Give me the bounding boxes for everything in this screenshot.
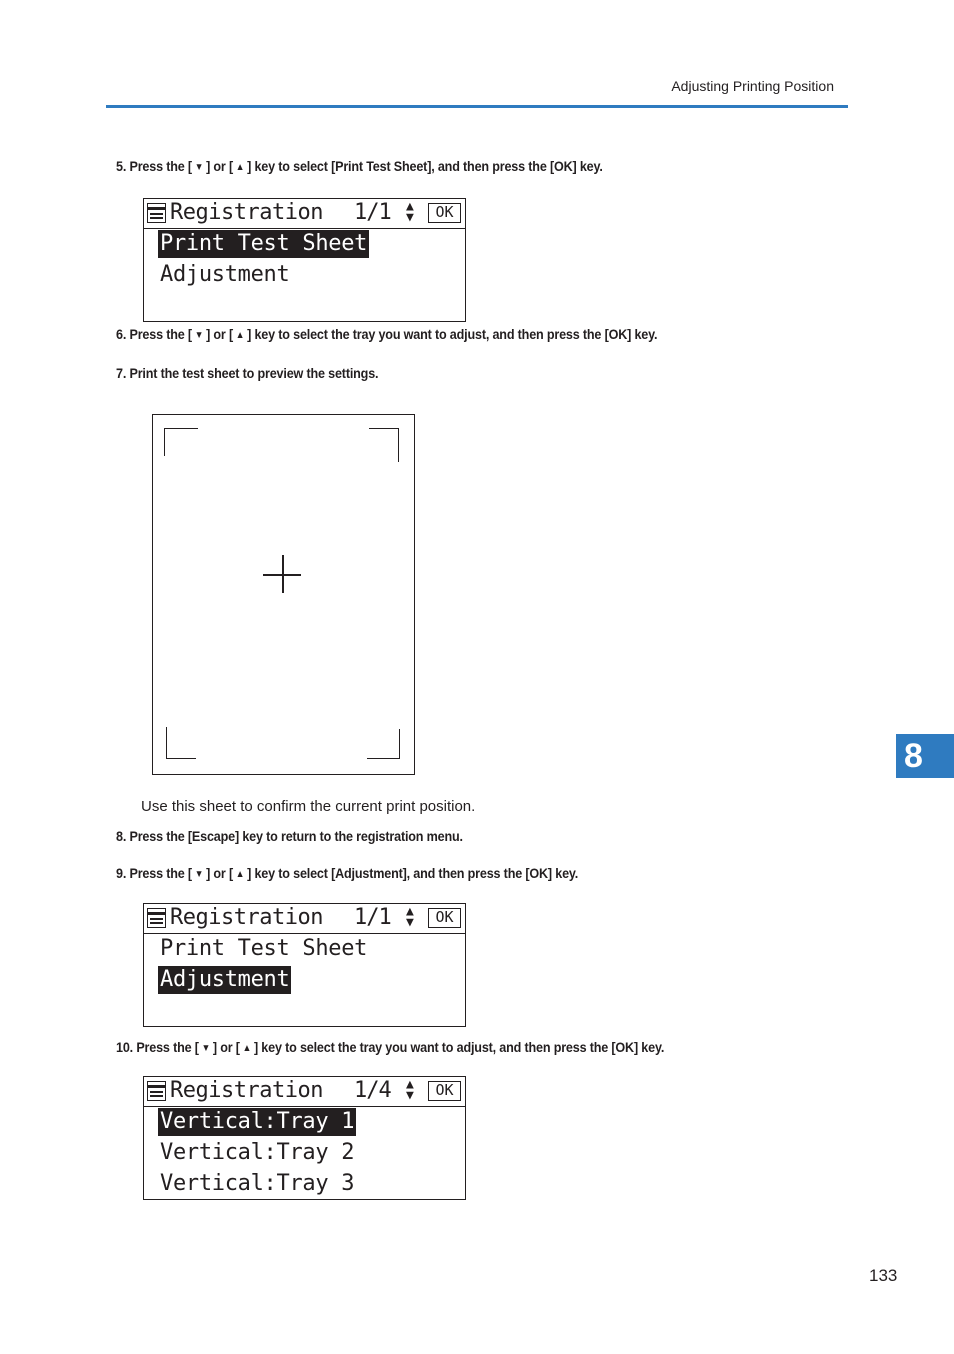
center-crosshair <box>282 555 284 593</box>
step-5 <box>116 158 603 174</box>
step-text: Press the [ <box>136 1039 199 1055</box>
lcd-menu-item-tray-2: Vertical:Tray 2 <box>160 1140 355 1165</box>
lcd-menu-item-print-test-sheet: Print Test Sheet <box>160 936 368 961</box>
down-arrow-icon: ▼ <box>194 330 204 341</box>
lcd-screen-print-test-sheet <box>143 198 466 322</box>
sheet-caption: Use this sheet to confirm the current print position. <box>141 798 476 815</box>
lcd-page-indicator: 1/4 <box>354 1078 391 1103</box>
lcd-menu-item-adjustment: Adjustment <box>160 967 290 992</box>
corner-mark-bottom-right <box>367 729 400 759</box>
step-text: ] or [ <box>206 326 233 342</box>
running-header: Adjusting Printing Position <box>671 78 834 94</box>
step-7 <box>116 365 378 381</box>
step-text: Press the [ <box>129 158 192 174</box>
step-text: Press the [ <box>129 865 192 881</box>
down-arrow-icon: ▼ <box>194 162 204 173</box>
up-down-arrow-icon: ▲ ▼ <box>406 1077 414 1103</box>
step-6 <box>116 326 657 342</box>
step-text: Press the [Escape] key to return to the registration menu. <box>129 828 463 844</box>
up-arrow-icon: ▲ <box>235 330 245 341</box>
lcd-title: Registration <box>170 200 323 225</box>
step-number: 7. <box>116 365 127 381</box>
lcd-title-bar <box>144 1077 465 1107</box>
up-arrow-icon: ▲ <box>242 1043 252 1054</box>
step-text: Print the test sheet to preview the settings. <box>129 365 379 381</box>
lcd-screen-adjustment <box>143 903 466 1027</box>
lcd-title: Registration <box>170 905 323 930</box>
page-number: 133 <box>869 1266 898 1285</box>
step-text: ] key to select [Print Test Sheet], and then press the [OK] key. <box>247 158 603 174</box>
ok-key-icon: OK <box>428 203 461 223</box>
chapter-tab: 8 <box>896 734 954 778</box>
ok-key-icon: OK <box>428 1081 461 1101</box>
step-number: 9. <box>116 865 127 881</box>
lcd-page-indicator: 1/1 <box>354 200 391 225</box>
step-8 <box>116 828 463 844</box>
step-number: 5. <box>116 158 127 174</box>
header-rule <box>106 105 848 108</box>
lcd-menu-item-adjustment: Adjustment <box>160 262 290 287</box>
lcd-page-indicator: 1/1 <box>354 905 391 930</box>
test-sheet-illustration <box>152 414 415 775</box>
corner-mark-top-left <box>164 428 198 456</box>
step-text: ] key to select [Adjustment], and then press the [OK] key. <box>247 865 579 881</box>
down-arrow-icon: ▼ <box>194 869 204 880</box>
document-icon <box>147 1081 166 1101</box>
lcd-title: Registration <box>170 1078 323 1103</box>
lcd-menu-item-tray-3: Vertical:Tray 3 <box>160 1171 355 1196</box>
lcd-menu-item-print-test-sheet: Print Test Sheet <box>160 231 368 256</box>
corner-mark-bottom-left <box>166 727 196 759</box>
step-text: ] or [ <box>206 158 233 174</box>
step-text: ] key to select the tray you want to adjust, and then press the [OK] key. <box>253 1039 665 1055</box>
document-icon <box>147 203 166 223</box>
ok-key-icon: OK <box>428 908 461 928</box>
up-arrow-icon: ▲ <box>235 162 245 173</box>
step-text: ] or [ <box>206 865 233 881</box>
document-icon <box>147 908 166 928</box>
step-10 <box>116 1039 664 1055</box>
step-number: 6. <box>116 326 127 342</box>
up-arrow-icon: ▲ <box>235 869 245 880</box>
step-text: Press the [ <box>129 326 192 342</box>
step-number: 10. <box>116 1039 133 1055</box>
lcd-title-bar <box>144 904 465 934</box>
corner-mark-top-right <box>369 428 399 462</box>
up-down-arrow-icon: ▲ ▼ <box>406 199 414 225</box>
lcd-screen-tray-list <box>143 1076 466 1200</box>
step-text: ] or [ <box>212 1039 240 1055</box>
step-number: 8. <box>116 828 127 844</box>
lcd-menu-item-tray-1: Vertical:Tray 1 <box>160 1109 355 1134</box>
down-arrow-icon: ▼ <box>201 1043 211 1054</box>
step-9 <box>116 865 578 881</box>
lcd-title-bar <box>144 199 465 229</box>
step-text: ] key to select the tray you want to adjust, and then press the [OK] key. <box>247 326 658 342</box>
up-down-arrow-icon: ▲ ▼ <box>406 904 414 930</box>
